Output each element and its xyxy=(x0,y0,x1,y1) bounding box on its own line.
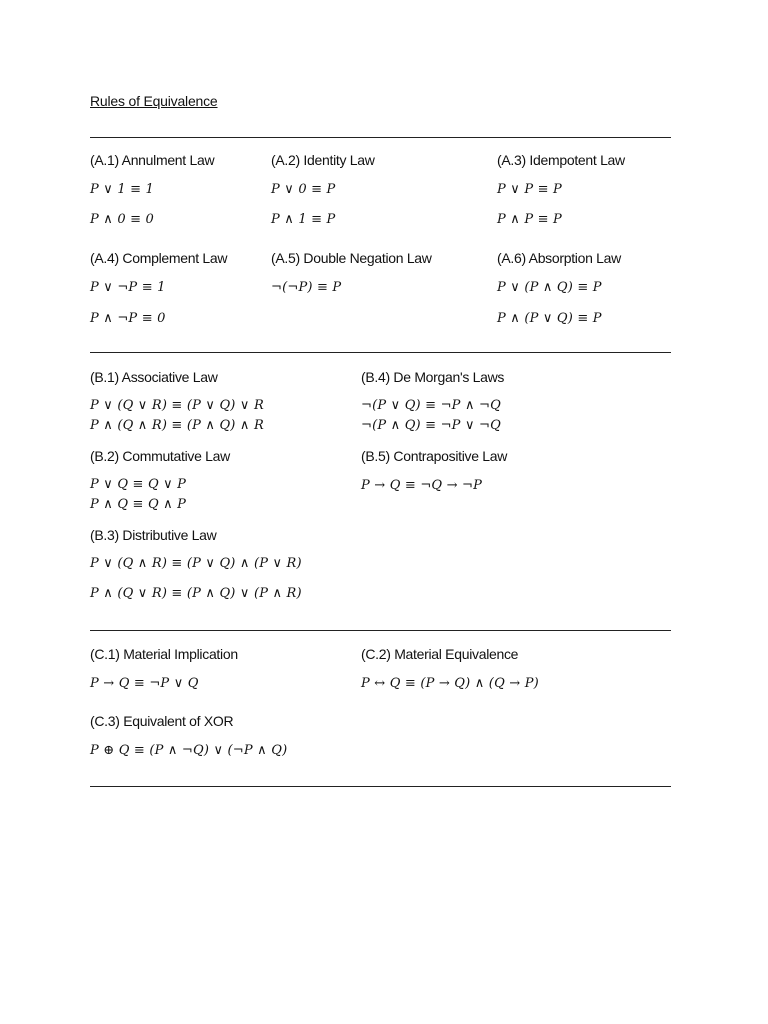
b2-eq2: P ∧ Q ≡ Q ∧ P xyxy=(90,497,187,512)
b2-heading: (B.2) Commutative Law xyxy=(90,448,230,464)
c2-heading: (C.2) Material Equivalence xyxy=(361,646,519,662)
b1-eq2: P ∧ (Q ∧ R) ≡ (P ∧ Q) ∧ R xyxy=(90,418,264,433)
a4-eq2: P ∧ ¬P ≡ 0 xyxy=(90,311,166,326)
b3-eq2: P ∧ (Q ∨ R) ≡ (P ∧ Q) ∨ (P ∧ R) xyxy=(90,586,302,601)
b3-heading: (B.3) Distributive Law xyxy=(90,527,217,543)
a4-heading: (A.4) Complement Law xyxy=(90,250,228,266)
a5-eq1: ¬(¬P) ≡ P xyxy=(271,280,342,295)
b1-heading: (B.1) Associative Law xyxy=(90,369,218,385)
b2-eq1: P ∨ Q ≡ Q ∨ P xyxy=(90,477,187,492)
b3-eq1: P ∨ (Q ∧ R) ≡ (P ∨ Q) ∧ (P ∨ R) xyxy=(90,556,302,571)
a3-heading: (A.3) Idempotent Law xyxy=(497,152,625,168)
a6-eq2: P ∧ (P ∨ Q) ≡ P xyxy=(497,311,602,326)
a3-eq2: P ∧ P ≡ P xyxy=(497,212,562,227)
divider-bottom xyxy=(90,786,671,787)
b4-heading: (B.4) De Morgan's Laws xyxy=(361,369,505,385)
c1-heading: (C.1) Material Implication xyxy=(90,646,238,662)
a1-heading: (A.1) Annulment Law xyxy=(90,152,215,168)
b5-heading: (B.5) Contrapositive Law xyxy=(361,448,508,464)
a5-heading: (A.5) Double Negation Law xyxy=(271,250,432,266)
a3-eq1: P ∨ P ≡ P xyxy=(497,182,562,197)
a2-eq1: P ∨ 0 ≡ P xyxy=(271,182,336,197)
b4-eq1: ¬(P ∨ Q) ≡ ¬P ∧ ¬Q xyxy=(361,398,501,413)
page-title: Rules of Equivalence xyxy=(90,93,218,109)
a1-eq1: P ∨ 1 ≡ 1 xyxy=(90,182,155,197)
c3-heading: (C.3) Equivalent of XOR xyxy=(90,713,234,729)
a6-eq1: P ∨ (P ∧ Q) ≡ P xyxy=(497,280,602,295)
b1-eq1: P ∨ (Q ∨ R) ≡ (P ∨ Q) ∨ R xyxy=(90,398,264,413)
a1-eq2: P ∧ 0 ≡ 0 xyxy=(90,212,155,227)
a2-eq2: P ∧ 1 ≡ P xyxy=(271,212,336,227)
c3-eq1: P ⊕ Q ≡ (P ∧ ¬Q) ∨ (¬P ∧ Q) xyxy=(90,743,288,758)
a6-heading: (A.6) Absorption Law xyxy=(497,250,621,266)
a4-eq1: P ∨ ¬P ≡ 1 xyxy=(90,280,166,295)
divider-top xyxy=(90,137,671,138)
divider-a-b xyxy=(90,352,671,353)
divider-b-c xyxy=(90,630,671,631)
a2-heading: (A.2) Identity Law xyxy=(271,152,375,168)
b5-eq1: P → Q ≡ ¬Q → ¬P xyxy=(361,478,483,493)
b4-eq2: ¬(P ∧ Q) ≡ ¬P ∨ ¬Q xyxy=(361,418,501,433)
c1-eq1: P → Q ≡ ¬P ∨ Q xyxy=(90,676,199,691)
c2-eq1: P ↔ Q ≡ (P → Q) ∧ (Q → P) xyxy=(361,676,539,691)
